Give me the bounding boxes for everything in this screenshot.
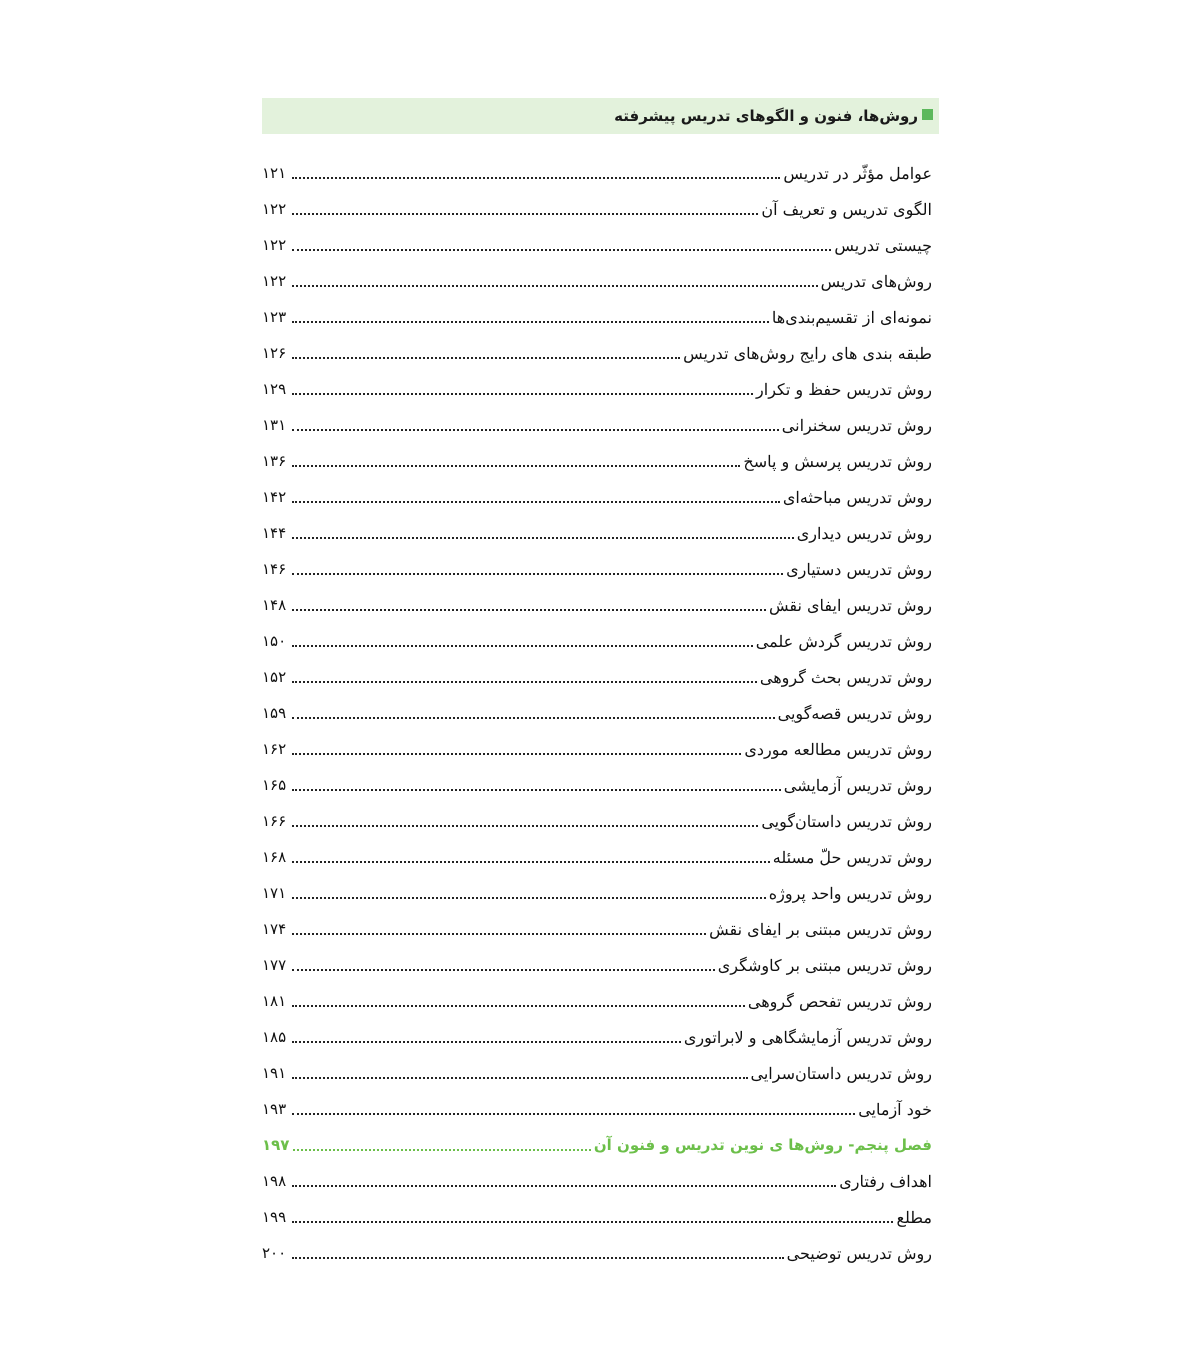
toc-page-number: ۱۷۱ — [262, 884, 287, 902]
toc-page-number: ۱۵۲ — [262, 668, 287, 686]
toc-page-number: ۱۶۶ — [262, 812, 287, 830]
toc-page-number: ۱۲۲ — [262, 272, 287, 290]
toc-entry-title: روش تدریس مباحثه‌ای — [782, 487, 932, 507]
toc-page-number: ۱۸۵ — [262, 1028, 287, 1046]
toc-page-number: ۱۵۹ — [262, 704, 287, 722]
toc-entry — [262, 299, 932, 335]
dot-leader — [292, 1221, 893, 1223]
toc-entry — [262, 803, 932, 839]
toc-entry — [262, 1019, 932, 1055]
dot-leader — [292, 681, 757, 683]
toc-entry-title: روش تدریس پرسش و پاسخ — [743, 451, 932, 471]
toc-entry-title: چیستی تدریس — [834, 235, 932, 255]
toc-page-number: ۱۲۲ — [262, 200, 287, 218]
toc-page-number: ۱۸۱ — [262, 992, 287, 1010]
toc-entry-title: روش تدریس بحث گروهی — [759, 667, 932, 687]
toc-chapter-entry — [262, 1127, 932, 1163]
dot-leader — [292, 609, 766, 611]
toc-entry-title: الگوی تدریس و تعریف آن — [761, 199, 932, 219]
toc-entry — [262, 515, 932, 551]
dot-leader — [292, 249, 831, 251]
toc-entry — [262, 551, 932, 587]
toc-entry — [262, 1235, 932, 1271]
toc-entry — [262, 371, 932, 407]
toc-entry — [262, 587, 932, 623]
toc-page-number: ۱۹۸ — [262, 1172, 287, 1190]
dot-leader — [292, 213, 758, 215]
toc-entry — [262, 155, 932, 191]
toc-page-number: ۲۰۰ — [262, 1244, 287, 1262]
dot-leader — [292, 753, 741, 755]
toc-entry-title: روش تدریس مطالعه موردی — [744, 739, 932, 759]
toc-entry — [262, 1163, 932, 1199]
toc-entry — [262, 407, 932, 443]
toc-entry — [262, 875, 932, 911]
toc-page-number: ۱۹۷ — [262, 1136, 290, 1154]
toc-page-number: ۱۶۵ — [262, 776, 287, 794]
toc-entry — [262, 839, 932, 875]
dot-leader — [292, 1041, 681, 1043]
toc-entry-title: روش تدریس تفحص گروهی — [747, 991, 932, 1011]
table-of-contents — [262, 155, 932, 1271]
dot-leader — [292, 933, 706, 935]
dot-leader — [292, 465, 740, 467]
toc-page-number: ۱۳۶ — [262, 452, 287, 470]
toc-page-number: ۱۲۶ — [262, 344, 287, 362]
toc-entry-title: طبقه بندی های رایج روش‌های تدریس — [683, 343, 932, 363]
toc-entry-title: روش تدریس مبتنی بر ایفای نقش — [709, 919, 932, 939]
toc-entry — [262, 479, 932, 515]
dot-leader — [292, 1185, 836, 1187]
toc-entry-title: روش تدریس داستان‌گویی — [761, 811, 932, 831]
toc-entry-title: مطلع — [896, 1207, 932, 1227]
toc-entry-title: روش تدریس داستان‌سرایی — [750, 1063, 932, 1083]
dot-leader — [292, 537, 794, 539]
toc-page-number: ۱۴۸ — [262, 596, 287, 614]
toc-entry — [262, 767, 932, 803]
toc-page-number: ۱۹۳ — [262, 1100, 287, 1118]
toc-entry — [262, 623, 932, 659]
dot-leader — [292, 285, 818, 287]
dot-leader — [292, 573, 783, 575]
toc-entry-title: فصل پنجم- روش‌ها ی نوین تدریس و فنون آن — [593, 1136, 932, 1154]
toc-entry-title: خود آزمایی — [858, 1099, 932, 1119]
toc-entry — [262, 263, 932, 299]
dot-leader — [292, 1113, 855, 1115]
dot-leader — [292, 501, 780, 503]
toc-entry — [262, 1055, 932, 1091]
toc-entry — [262, 659, 932, 695]
toc-entry — [262, 947, 932, 983]
dot-leader — [292, 645, 753, 647]
toc-entry-title: روش‌های تدریس — [820, 271, 932, 291]
dot-leader — [292, 1005, 745, 1007]
toc-entry-title: روش تدریس قصه‌گویی — [777, 703, 932, 723]
toc-entry — [262, 911, 932, 947]
toc-page-number: ۱۷۷ — [262, 956, 287, 974]
toc-entry-title: روش تدریس سخنرانی — [781, 415, 932, 435]
toc-entry — [262, 191, 932, 227]
dot-leader — [292, 789, 781, 791]
dot-leader — [292, 177, 780, 179]
toc-entry — [262, 443, 932, 479]
toc-entry — [262, 227, 932, 263]
toc-entry-title: روش تدریس حلّ مسئله — [772, 847, 932, 867]
dot-leader — [293, 1149, 590, 1151]
toc-page-number: ۱۲۳ — [262, 308, 287, 326]
toc-page-number: ۱۵۰ — [262, 632, 287, 650]
dot-leader — [292, 1077, 748, 1079]
toc-page-number: ۱۲۲ — [262, 236, 287, 254]
toc-entry-title: اهداف رفتاری — [839, 1171, 932, 1191]
toc-entry — [262, 983, 932, 1019]
toc-page-number: ۱۹۱ — [262, 1064, 287, 1082]
running-header — [262, 98, 939, 134]
green-square-marker — [922, 109, 933, 120]
toc-entry-title: نمونه‌ای از تقسیم‌بندی‌ها — [771, 307, 932, 327]
toc-entry-title: روش تدریس آزمایشی — [783, 775, 932, 795]
dot-leader — [292, 393, 753, 395]
toc-entry-title: روش تدریس واحد پروژه — [768, 883, 932, 903]
toc-entry — [262, 731, 932, 767]
toc-entry-title: روش تدریس مبتنی بر کاوشگری — [717, 955, 932, 975]
toc-entry-title: روش تدریس گردش علمی — [755, 631, 932, 651]
toc-entry-title: عوامل مؤثّر در تدریس — [783, 163, 932, 183]
dot-leader — [292, 357, 680, 359]
toc-entry — [262, 335, 932, 371]
dot-leader — [292, 897, 766, 899]
toc-entry — [262, 1199, 932, 1235]
toc-page-number: ۱۳۱ — [262, 416, 287, 434]
toc-page-number: ۱۶۲ — [262, 740, 287, 758]
toc-entry-title: روش تدریس حفظ و تکرار — [756, 379, 932, 399]
dot-leader — [292, 969, 715, 971]
toc-entry — [262, 695, 932, 731]
toc-entry-title: روش تدریس توضیحی — [786, 1243, 932, 1263]
dot-leader — [292, 321, 769, 323]
toc-entry-title: روش تدریس ایفای نقش — [768, 595, 932, 615]
dot-leader — [292, 717, 775, 719]
toc-page-number: ۱۹۹ — [262, 1208, 287, 1226]
toc-entry-title: روش تدریس دستیاری — [786, 559, 932, 579]
toc-page-number: ۱۴۲ — [262, 488, 287, 506]
toc-entry-title: روش تدریس آزمایشگاهی و لابراتوری — [683, 1027, 932, 1047]
dot-leader — [292, 1257, 784, 1259]
toc-page-number: ۱۲۱ — [262, 164, 287, 182]
dot-leader — [292, 429, 779, 431]
dot-leader — [292, 825, 758, 827]
toc-entry — [262, 1091, 932, 1127]
toc-page-number: ۱۴۶ — [262, 560, 287, 578]
dot-leader — [292, 861, 770, 863]
toc-page-number: ۱۴۴ — [262, 524, 287, 542]
toc-page-number: ۱۷۴ — [262, 920, 287, 938]
toc-page-number: ۱۲۹ — [262, 380, 287, 398]
running-header-title: روش‌ها، فنون و الگوهای تدریس پیشرفته — [614, 107, 918, 125]
toc-page-number: ۱۶۸ — [262, 848, 287, 866]
toc-entry-title: روش تدریس دیداری — [796, 523, 932, 543]
